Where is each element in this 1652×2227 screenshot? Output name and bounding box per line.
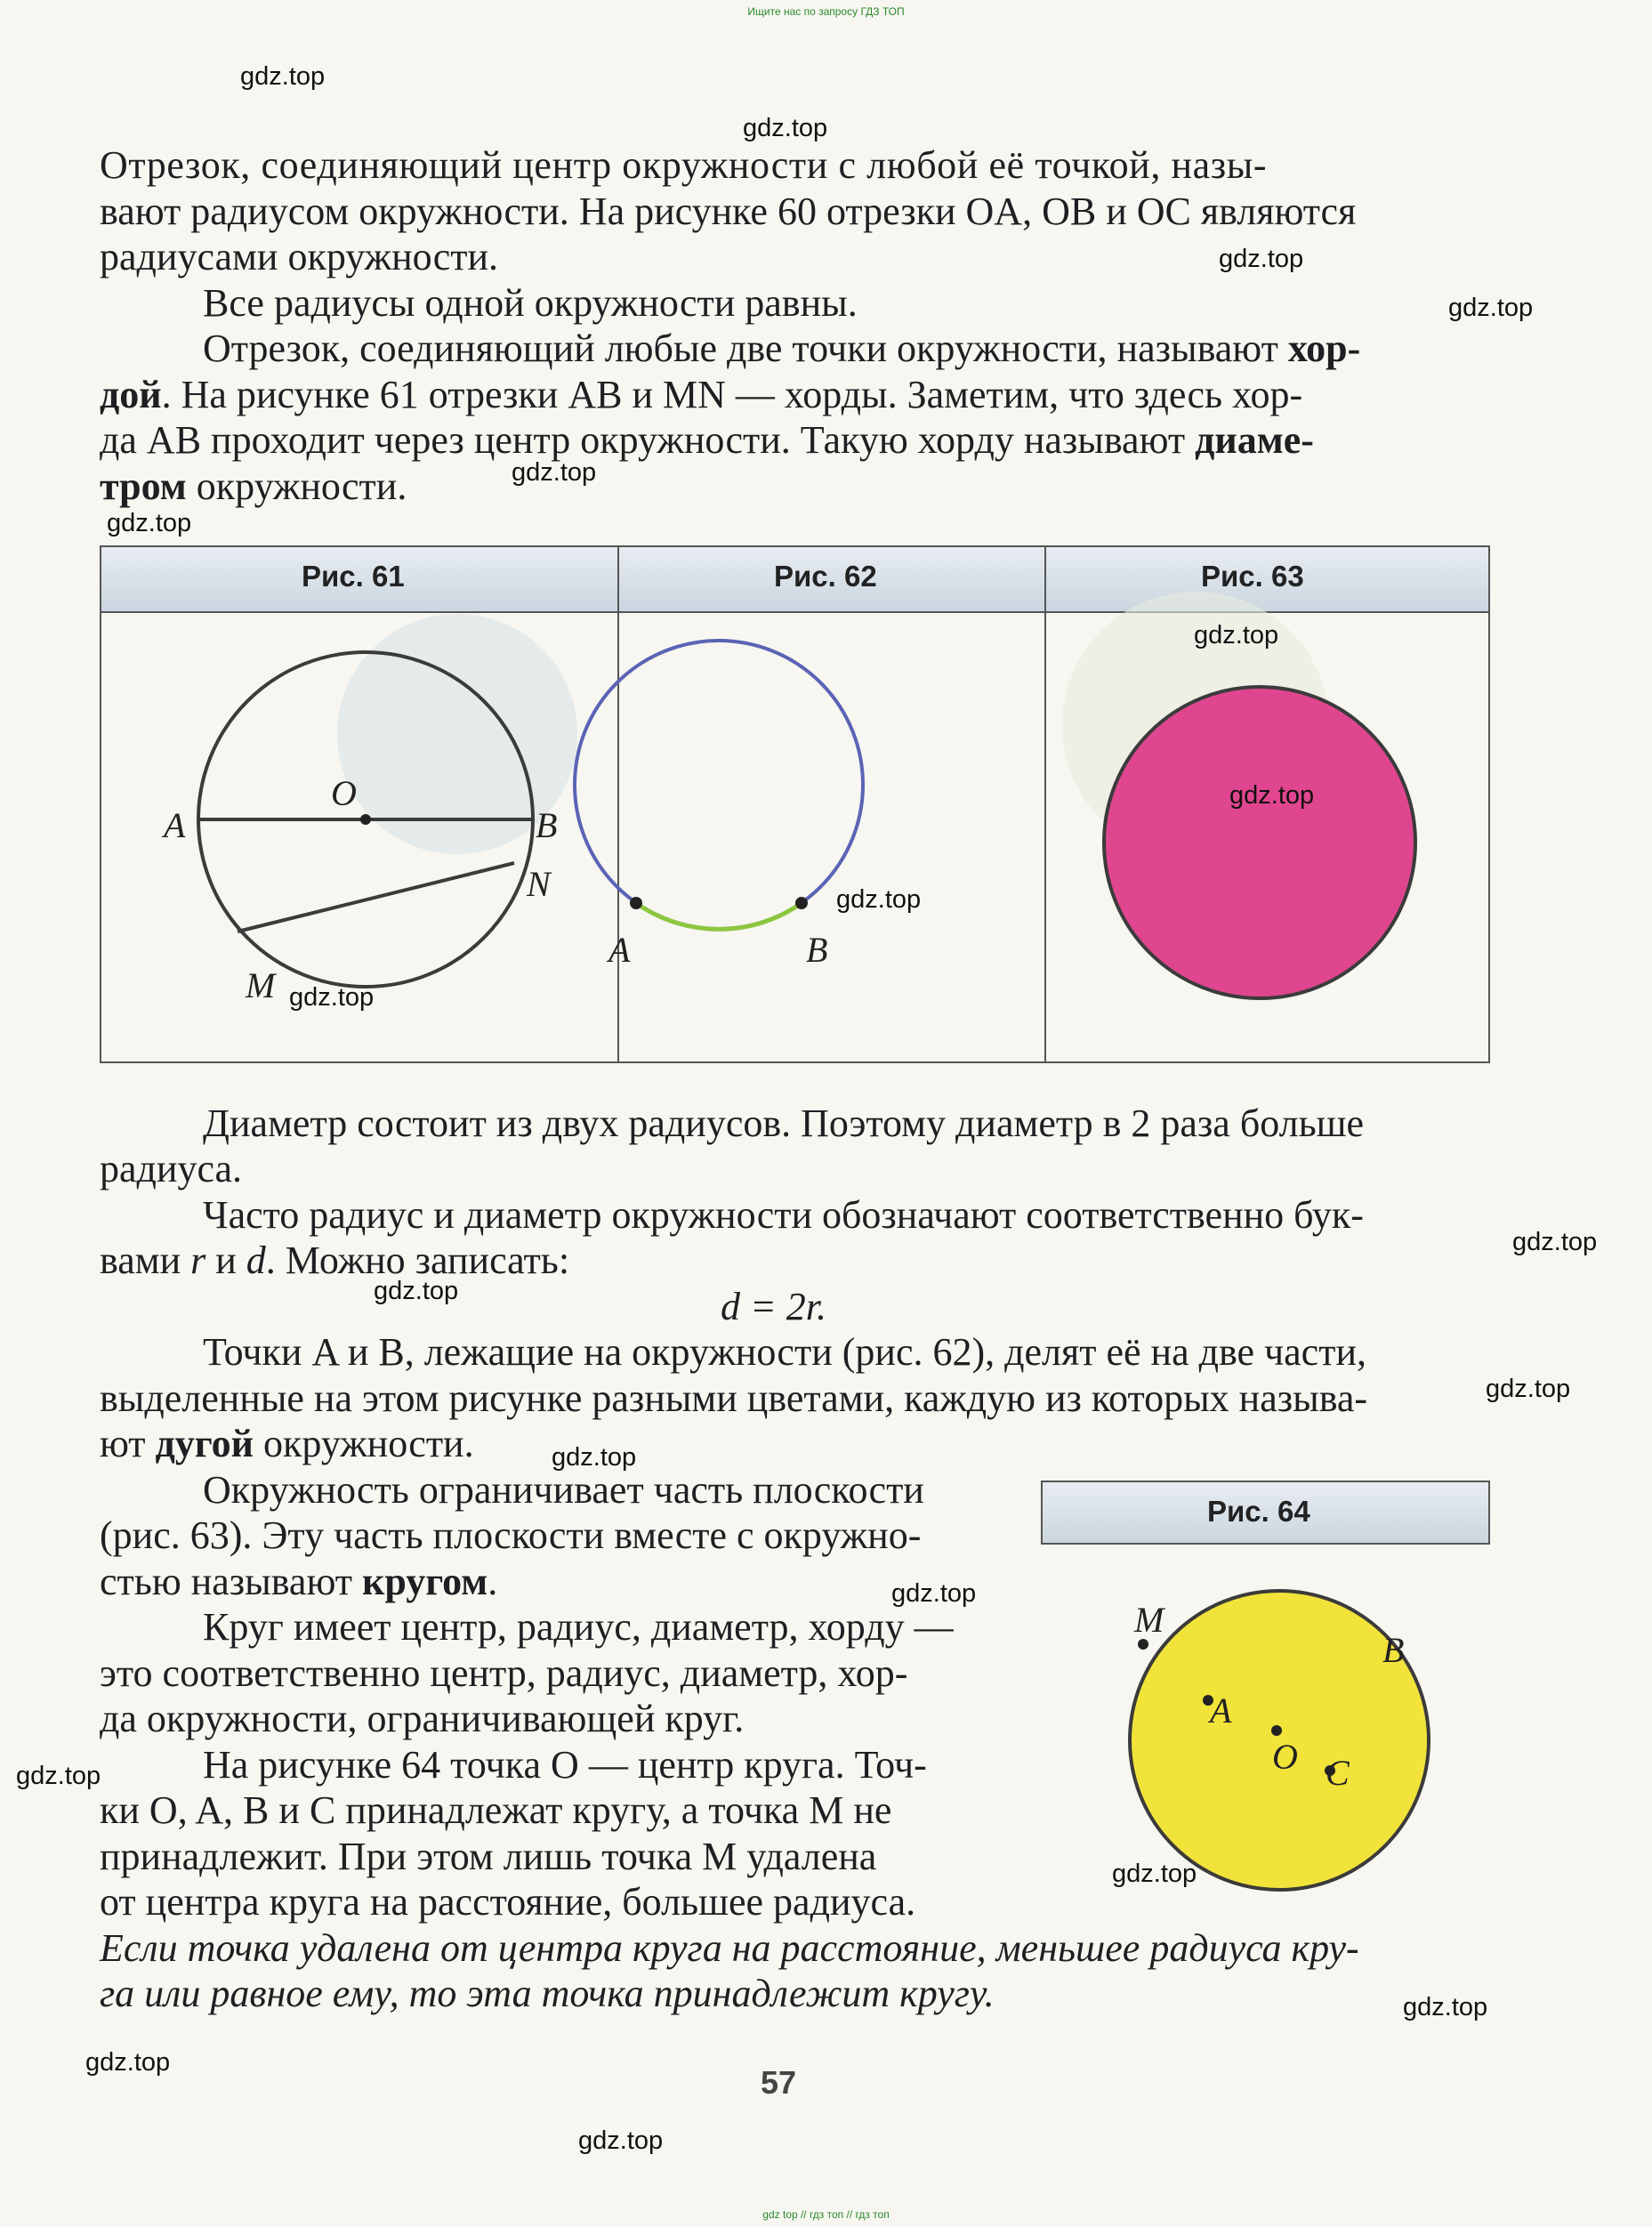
rule-line: Если точка удалена от центра круга на расстояние, меньшее радиуса кру-: [100, 1926, 1359, 1970]
fig62-circle: [575, 641, 863, 929]
watermark: gdz.top: [1229, 781, 1315, 810]
watermark: gdz.top: [1219, 245, 1304, 273]
watermark: gdz.top: [743, 114, 828, 142]
text-line: да окружности, ограничивающей круг.: [100, 1697, 745, 1740]
label-B: B: [536, 805, 558, 845]
watermark: gdz.top: [289, 983, 375, 1012]
text-line: тром окружности.: [100, 464, 407, 508]
text-line: Диаметр состоит из двух радиусов. Поэтому диаметр в 2 раза больше: [203, 1101, 1365, 1145]
fig63-drawing: [1104, 687, 1415, 998]
watermark: gdz.top: [85, 2048, 171, 2077]
label-A: A: [1210, 1690, 1232, 1731]
point-O: [1271, 1725, 1282, 1736]
fig61-title: Рис. 61: [302, 560, 405, 593]
pink-disc: [1104, 687, 1415, 998]
text-line: Окружность ограничивает часть плоскости: [203, 1468, 924, 1512]
watermark: gdz.top: [16, 1762, 101, 1790]
label-O: O: [331, 773, 357, 813]
text-line: радиуса.: [100, 1147, 243, 1190]
chord-MN: [238, 863, 514, 932]
watermark: gdz.top: [1512, 1228, 1598, 1256]
text-line: Часто радиус и диаметр окружности обозначают соответственно бук-: [203, 1193, 1364, 1237]
watermark: gdz.top: [107, 509, 192, 537]
watermark: gdz.top: [1403, 1993, 1488, 2021]
text-line: вами r и d. Можно записать:: [100, 1239, 570, 1282]
watermark: gdz.top: [374, 1277, 459, 1305]
fig64-title: Рис. 64: [1207, 1495, 1310, 1528]
label-M: M: [1134, 1600, 1164, 1640]
text-line: выделенные на этом рисунке разными цветами, каждую из которых называ-: [100, 1376, 1368, 1420]
label-C: C: [1326, 1753, 1350, 1793]
rule-line: га или равное ему, то эта точка принадлежит кругу.: [100, 1972, 995, 2015]
arc-green: [636, 903, 802, 929]
text-line: дой. На рисунке 61 отрезки AB и MN — хорды. Заметим, что здесь хор-: [100, 373, 1303, 416]
fig62-drawing: [575, 641, 863, 970]
label-A: A: [608, 930, 631, 970]
watermark: gdz.top: [891, 1579, 977, 1608]
watermark: gdz.top: [1194, 621, 1279, 650]
text-line: это соответственно центр, радиус, диаметр, хор-: [100, 1651, 908, 1695]
point-A: [630, 897, 642, 909]
watermark: gdz.top: [512, 458, 597, 487]
text-line: ют дугой окружности.: [100, 1422, 474, 1465]
text-line: да AB проходит через центр окружности. Такую хорду называют диаме-: [100, 418, 1314, 462]
text-line: вают радиусом окружности. На рисунке 60 отрезки OA, OB и OC являются: [100, 190, 1357, 233]
watermark: gdz.top: [578, 2126, 664, 2155]
text-line: Отрезок, соединяющий центр окружности с любой её точкой, назы-: [100, 143, 1268, 187]
point-O: [360, 814, 371, 825]
label-A: A: [164, 805, 186, 845]
text-line: радиусами окружности.: [100, 235, 499, 278]
point-M: [1138, 1639, 1148, 1650]
text-line: На рисунке 64 точка O — центр круга. Точ-: [203, 1743, 927, 1787]
text-line: (рис. 63). Эту часть плоскости вместе с окружно-: [100, 1513, 922, 1557]
formula: d = 2r.: [721, 1285, 826, 1328]
point-B: [795, 897, 808, 909]
watermark: gdz.top: [1112, 1860, 1197, 1888]
text-line: Круг имеет центр, радиус, диаметр, хорду —: [203, 1605, 954, 1649]
label-M: M: [246, 965, 276, 1005]
text-line: стью называют кругом.: [100, 1560, 498, 1603]
watermark: gdz.top: [240, 62, 326, 91]
watermark: gdz.top: [836, 885, 922, 914]
fig63-title: Рис. 63: [1201, 560, 1304, 593]
label-B: B: [1382, 1630, 1405, 1670]
label-O: O: [1272, 1737, 1298, 1777]
header-note: Ищите нас по запросу ГДЗ ТОП: [747, 5, 905, 18]
label-N: N: [527, 864, 551, 904]
watermark: gdz.top: [1448, 294, 1534, 322]
text-line: от центра круга на расстояние, большее радиуса.: [100, 1880, 916, 1924]
watermark: gdz.top: [1486, 1375, 1571, 1403]
fig64-svg: [1041, 1545, 1490, 1918]
fig62-title: Рис. 62: [774, 560, 877, 593]
text-line: Точки A и B, лежащие на окружности (рис. 62), делят её на две части,: [203, 1330, 1366, 1374]
footer-note: gdz top // гдз топ // гдз топ: [762, 2208, 890, 2221]
text-line: принадлежит. При этом лишь точка M удалена: [100, 1835, 877, 1878]
text-line: Все радиусы одной окружности равны.: [203, 281, 858, 325]
watermark: gdz.top: [552, 1443, 637, 1472]
text-line: Отрезок, соединяющий любые две точки окружности, называют хор-: [203, 327, 1361, 370]
page-number: 57: [761, 2064, 797, 2101]
text-line: ки O, A, B и C принадлежат кругу, а точка M не: [100, 1788, 892, 1832]
label-B: B: [806, 930, 828, 970]
fig64-header: [1041, 1481, 1490, 1545]
